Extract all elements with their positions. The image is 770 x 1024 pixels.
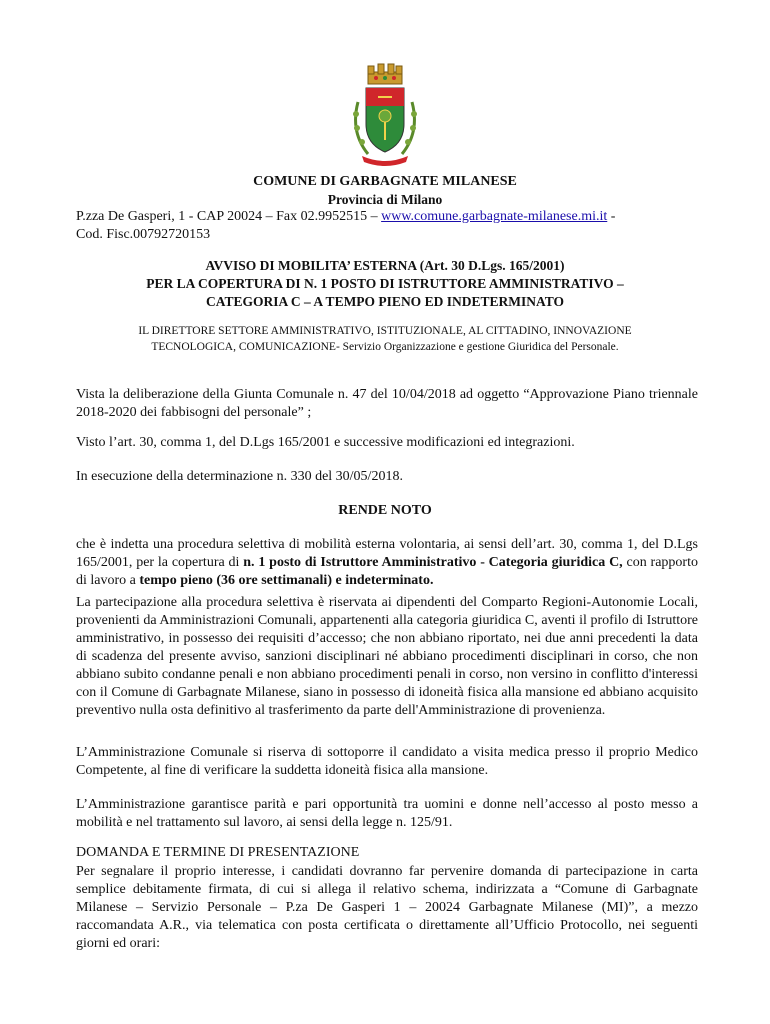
address-tail: -: [610, 209, 616, 224]
address-text: P.zza De Gasperi, 1 - CAP 20024 – Fax 02.9952515 –: [76, 209, 378, 224]
address-line: [76, 208, 698, 226]
partecipazione-paragraph: La partecipazione alla procedura selettiva è riservata ai dipendenti del Comparto Regioni-Autonomie Locali, provenienti da Amministrazioni Comunali, appartenenti alla categoria giuridica C, aventi il profilo di Istruttore amministrativo, in possesso dei requisiti d’accesso; che non abbiano riportato, nei due anni precedenti la data di scadenza del presente avviso, sanzioni disciplinari né abbiano procedimenti disciplinari in corso, che non abbiano subito condanne penali e non abbiano procedimenti penali in corso, non versino in conflitto d'interessi con il Comune di Garbagnate Milanese, siano in possesso di idoneità fisica alla mansione ed abbiano acquisito preventivo nulla osta definitivo al trasferimento da parte dell'Amministrazione di provenienza.: [76, 595, 698, 718]
esecuzione-paragraph: In esecuzione della determinazione n. 330 del 30/05/2018.: [76, 469, 403, 484]
visita-paragraph: L’Amministrazione Comunale si riserva di sottoporre il candidato a visita medica presso il proprio Medico Competente, al fine di verificare la suddetta idoneità fisica alla mansione.: [76, 745, 698, 778]
codice-fiscale: Cod. Fisc.00792720153: [76, 227, 211, 242]
domanda-heading: DOMANDA E TERMINE DI PRESENTAZIONE: [76, 845, 360, 860]
parita-paragraph: L’Amministrazione garantisce parità e pari opportunità tra uomini e donne nell’accesso al posto messo a mobilità e nel trattamento sul lavoro, ai sensi della legge n. 125/91.: [76, 797, 698, 830]
indetta-paragraph: [76, 536, 698, 590]
indetta-tempo: tempo pieno (36 ore settimanali) e indeterminato.: [139, 573, 434, 588]
domanda-paragraph: Per segnalare il proprio interesse, i candidati dovranno far pervenire domanda di partecipazione in carta semplice debitamente firmata, di cui si allega il relativo schema, indirizzata a “Comune di Garbagnate Milanese – Servizio Personale – P.za De Gasperi 1 – 20024 Garbagnate Milanese (MI)”, a mezzo raccomandata A.R., via telematica con posta certificata o direttamente all’Ufficio Protocollo, nei seguenti giorni ed orari:: [76, 864, 698, 951]
director-line-2: TECNOLOGICA, COMUNICAZIONE- Servizio Organizzazione e gestione Giuridica del Personale.: [151, 341, 619, 353]
vista-paragraph: Vista la deliberazione della Giunta Comunale n. 47 del 10/04/2018 ad oggetto “Approvazione Piano triennale 2018-2020 dei fabbisogni del personale” ;: [76, 387, 698, 420]
indetta-text-c: con rapporto di lavoro a: [76, 555, 698, 588]
title-line-3: CATEGORIA C – A TEMPO PIENO ED INDETERMINATO: [206, 294, 564, 309]
director-line-1: IL DIRETTORE SETTORE AMMINISTRATIVO, ISTITUZIONALE, AL CITTADINO, INNOVAZIONE: [138, 325, 632, 337]
title-line-2: PER LA COPERTURA DI N. 1 POSTO DI ISTRUTTORE AMMINISTRATIVO –: [146, 276, 624, 291]
coat-of-arms-icon: [348, 62, 422, 170]
indetta-text-a: che è indetta una procedura selettiva di mobilità esterna volontaria, ai sensi dell’art. 30, comma 1, del D.Lgs 165/2001, per la copertura di: [76, 537, 698, 570]
provincia: Provincia di Milano: [327, 192, 443, 207]
visto-paragraph: Visto l’art. 30, comma 1, del D.Lgs 165/2001 e successive modificazioni ed integrazioni.: [76, 435, 575, 450]
indetta-posto: n. 1 posto di Istruttore Amministrativo - Categoria giuridica C,: [243, 555, 623, 570]
comune-title: COMUNE DI GARBAGNATE MILANESE: [253, 174, 517, 189]
title-line-1: AVVISO DI MOBILITA’ ESTERNA (Art. 30 D.Lgs. 165/2001): [205, 258, 565, 273]
rende-noto-heading: RENDE NOTO: [338, 503, 432, 518]
website-link[interactable]: www.comune.garbagnate-milanese.mi.it: [381, 209, 608, 224]
